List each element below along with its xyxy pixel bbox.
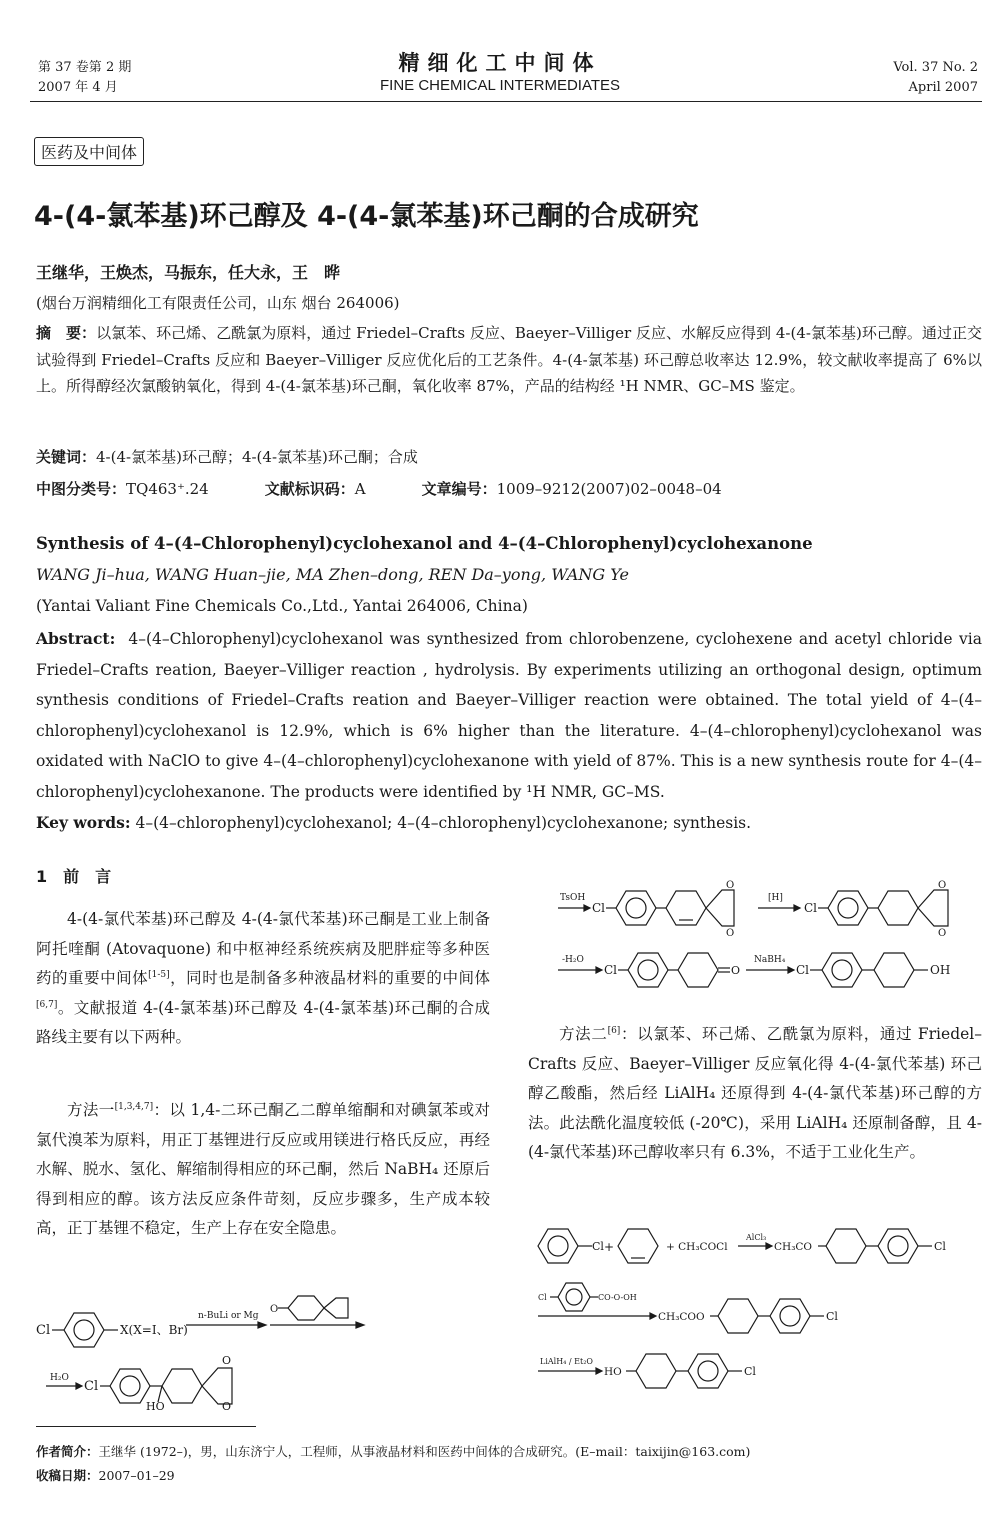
svg-text:O: O (726, 880, 735, 891)
header-divider (30, 101, 982, 102)
dioxolane-ring (918, 890, 948, 926)
svg-text:Cl: Cl (604, 963, 618, 977)
cyclohexane-ring (718, 1299, 758, 1333)
benzene-ring (64, 1313, 104, 1347)
benzene-ring (770, 1299, 810, 1333)
svg-text:Cl: Cl (796, 963, 810, 977)
svg-text:Cl: Cl (538, 1293, 547, 1302)
scheme2-reagent-nabh4: NaBH₄ (754, 955, 786, 965)
abstract-en-text: 4–(4–Chlorophenyl)cyclohexanol was synthesized from chlorobenzene, cyclohexene and acetyl chloride via Friedel–Crafts reation, Baeyer–Villiger reaction , hydrolysis. By experiments utilizing an orthogonal design, optimum synthesis conditions of Friedel–Crafts reation and Baeyer–Villiger reaction were obtained. The total yield of 4–(4–chlorophenyl)cyclohexanol is 12.9%, which is 6% higher than the literature. 4–(4–chlorophenyl)cyclohexanol was oxidated with NaClO to give 4–(4–chlorophenyl)cyclohexanone with yield of 87%. This is a new synthesis route for 4–(4–chlorophenyl)cyclohexanone. The products were identified by ¹H NMR, GC–MS. (36, 630, 982, 801)
scheme1-o-ketone: O (270, 1304, 279, 1315)
benzene-ring (822, 953, 862, 987)
clc-number: 中图分类号：TQ463⁺.24 (36, 480, 209, 498)
scheme1-reagent-water: H₂O (50, 1373, 69, 1383)
scheme3-reagent-alcl3: AlCl₃ (746, 1233, 767, 1242)
classification-row (36, 476, 982, 502)
keywords-en-text: 4–(4–chlorophenyl)cyclohexanol; 4–(4–chlorophenyl)cyclohexanone; synthesis. (135, 814, 752, 832)
volume-en: Vol. 37 No. 2 (893, 60, 978, 75)
reaction-scheme-method1-continued (558, 880, 978, 1000)
scheme2-hydroxyl: OH (930, 963, 951, 977)
article-number: 文章编号：1009–9212(2007)02–0048–04 (421, 480, 722, 498)
scheme1-o-top: O (222, 1354, 232, 1367)
issue-info-en (893, 58, 978, 98)
reaction-scheme-method1 (36, 1292, 476, 1410)
keywords-en-label: Key words (36, 813, 125, 832)
footnote-divider (36, 1426, 256, 1427)
scheme1-reagent: n-BuLi or Mg (198, 1311, 259, 1321)
svg-text:CH₃CO: CH₃CO (774, 1241, 813, 1253)
benzene-ring (878, 1229, 918, 1263)
cyclohexane-ring (636, 1354, 676, 1388)
scheme3-acetyl-chloride: + CH₃COCl (666, 1241, 728, 1253)
intro-paragraph-method1: 方法一[1,3,4,7]：以 1,4-二环己酮乙二醇单缩酮和对碘氯苯或对氯代溴苯为原料，用正丁基锂进行反应或用镁进行格氏反应，再经水解、脱水、氢化、解缩制得相应的环己酮，然后 NaBH₄ 还原后得到相应的醇。该方法反应条件苛刻，反应步骤多，生产成本较高，正丁基锂不稳定，生产上存在安全隐患。 (36, 1101, 490, 1237)
date-en: April 2007 (908, 80, 978, 95)
keywords-cn (36, 444, 982, 470)
affiliation-en: (Yantai Valiant Fine Chemicals Co.,Ltd., Yantai 264006, China) (36, 597, 528, 615)
benzene-ring (616, 891, 656, 925)
affiliation-cn: (烟台万润精细化工有限责任公司，山东 烟台 264006) (36, 294, 400, 312)
citation: [1,3,4,7] (114, 1101, 154, 1112)
svg-text:Cl: Cl (934, 1240, 946, 1253)
cyclohexanone-ring (678, 953, 718, 987)
date-cn: 2007 年 4 月 (38, 80, 118, 95)
keywords-cn-label: 关键词： (36, 448, 97, 466)
abstract-en: Abstract: 4–(4–Chlorophenyl)cyclohexanol was synthesized from chlorobenzene, cyclohexene and acetyl chloride via Friedel–Crafts reation, Baeyer–Villiger reaction , hydrolysis. By experiments utilizing an orthogonal design, optimum synthesis conditions of Friedel–Crafts reation and Baeyer–Villiger reaction were obtained. The total yield of 4–(4–chlorophenyl)cyclohexanol is 12.9%, which is 6% higher than the literature. 4–(4–chlorophenyl)cyclohexanol was oxidated with NaClO to give 4–(4–chlorophenyl)cyclohexanone with yield of 87%. This is a new synthesis route for 4–(4–chlorophenyl)cyclohexanone. The products were identified by ¹H NMR, GC–MS. (36, 629, 982, 801)
svg-text:+: + (604, 1240, 615, 1254)
dioxolane-ring (706, 890, 734, 926)
section-tag: 医药及中间体 (34, 137, 144, 166)
cyclohexane-ring (288, 1296, 324, 1320)
scheme2-reagent-h: [H] (768, 893, 783, 903)
cyclohexane-ring (826, 1229, 866, 1263)
svg-text:Cl: Cl (592, 1240, 604, 1253)
intro-paragraph-method2: 方法二[6]：以氯苯、环己烯、乙酰氯为原料，通过 Friedel–Crafts 反应、Baeyer–Villiger 反应氧化得 4-(4-氯代苯基) 环己醇乙酸酯，然后经 LiAlH₄ 还原得到 4-(4-氯代苯基)环己醇的方法。此法酰化温度较低 (-20℃)，采用 LiAlH₄ 还原制备醇，且 4-(4-氯代苯基)环己醇收率只有 6.3%，不适于工业化生产。 (528, 1025, 982, 1161)
svg-text:O: O (731, 964, 741, 977)
journal-name-en: FINE CHEMICAL INTERMEDIATES (379, 77, 621, 94)
citation: [1-5] (148, 969, 170, 980)
intro-paragraph-1: 4-(4-氯代苯基)环己醇及 4-(4-氯代苯基)环己酮是工业上制备阿托喹酮 (Atovaquone) 和中枢神经系统疾病及肥胖症等多种医药的重要中间体[1-5]，同时也是制备多种液晶材料的重要的中间体[6,7]。文献报道 4-(4-氯苯基)环己醇及 4-(4-氯苯基)环己酮的合成路线主要有以下两种。 (36, 910, 490, 1046)
document-code: 文献标识码：A (264, 480, 366, 498)
svg-text:Cl: Cl (84, 1379, 99, 1394)
svg-text:O: O (938, 880, 947, 891)
keywords-cn-text: 4-(4-氯苯基)环己醇；4-(4-氯苯基)环己酮；合成 (96, 448, 418, 466)
volume-cn: 第 37 卷第 2 期 (38, 60, 132, 75)
keywords-en: Key words: 4–(4–chlorophenyl)cyclohexanol; 4–(4–chlorophenyl)cyclohexanone; synthesis. (36, 813, 752, 832)
cyclohexane-ring (878, 891, 918, 925)
journal-name (0, 50, 1000, 96)
svg-text:Cl: Cl (826, 1310, 838, 1323)
scheme3-hydroxyl: HO (604, 1366, 622, 1378)
abstract-cn (36, 320, 982, 400)
cyclohexane-ring (162, 1369, 202, 1403)
dioxolane-ring (202, 1368, 232, 1404)
scheme3-acetate: CH₃COO (658, 1311, 705, 1323)
svg-text:Cl: Cl (804, 901, 818, 915)
benzene-ring (688, 1354, 728, 1388)
benzene-ring (828, 891, 868, 925)
scheme3-reagent-lialh4: LiAlH₄ / Et₂O (540, 1357, 593, 1366)
svg-text:Cl: Cl (744, 1365, 756, 1378)
svg-text:Cl: Cl (592, 901, 606, 915)
authors-cn: 王继华，王焕杰，马振东，任大永，王 晔 (36, 263, 341, 282)
benzene-ring (628, 953, 668, 987)
abstract-en-label: Abstract (36, 629, 110, 648)
benzene-ring (110, 1369, 150, 1403)
journal-name-cn: 精细化工中间体 (398, 51, 602, 75)
scheme1-x-group: X(X=I、Br) (120, 1323, 188, 1337)
received-date-footnote: 收稿日期：2007–01–29 (36, 1468, 175, 1483)
author-bio-footnote: 作者简介：王继华 (1972–)，男，山东济宁人，工程师，从事液晶材料和医药中间体的合成研究。(E–mail：taixijin@163.com) (36, 1444, 751, 1459)
scheme1-o-bottom: O (222, 1400, 232, 1410)
abstract-cn-text: 以氯苯、环己烯、乙酰氯为原料，通过 Friedel–Crafts 反应、Baeyer–Villiger 反应、水解反应得到 4-(4-氯苯基)环己醇。通过正交试验得到 Friedel–Crafts 反应和 Baeyer–Villiger 反应优化后的工艺条件。4-(4-氯苯基) 环己醇总收率达 12.9%，较文献收率提高了 6%以上。所得醇经次氯酸钠氧化，得到 4-(4-氯苯基)环己酮，氧化收率 87%，产品的结构经 ¹H NMR、GC–MS 鉴定。 (36, 324, 982, 395)
chlorobenzene-ring (538, 1229, 578, 1263)
citation: [6,7] (36, 999, 58, 1010)
authors-en: WANG Ji–hua, WANG Huan–jie, MA Zhen–dong, REN Da–yong, WANG Ye (36, 565, 629, 584)
abstract-cn-label: 摘 要： (36, 324, 97, 342)
scheme2-reagent-dehydrate: -H₂O (562, 955, 584, 965)
cyclohexane-ring (874, 953, 914, 987)
dioxolane-ring (324, 1298, 348, 1318)
reaction-scheme-method2 (532, 1220, 980, 1400)
svg-text:O: O (938, 928, 947, 939)
scheme1-cl: Cl (36, 1323, 51, 1338)
scheme2-reagent-tsoh: TsOH (560, 893, 586, 903)
svg-text:O: O (726, 928, 735, 939)
scheme3-peracid: CO-O-OH (598, 1293, 637, 1302)
paper-title-en: Synthesis of 4–(4–Chlorophenyl)cyclohexanol and 4–(4–Chlorophenyl)cyclohexanone (36, 534, 813, 553)
scheme1-hydroxyl: HO (146, 1400, 165, 1410)
citation: [6] (607, 1025, 621, 1036)
peracid-benzene-ring (558, 1283, 590, 1311)
section-heading-introduction: 1 前 言 (36, 867, 112, 886)
paper-title-cn: 4-(4-氯苯基)环己醇及 4-(4-氯苯基)环己酮的合成研究 (34, 201, 699, 232)
